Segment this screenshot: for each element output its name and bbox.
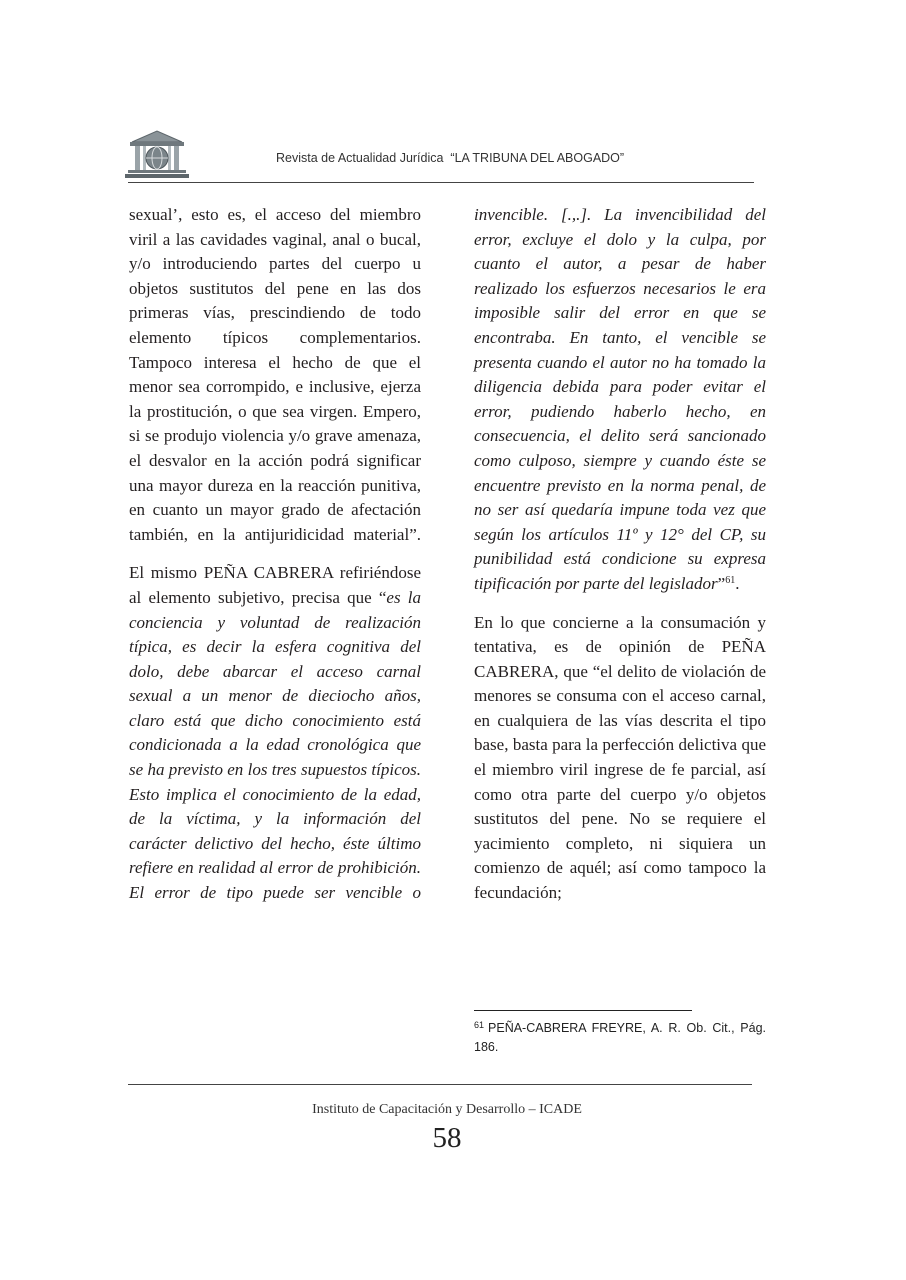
right-paragraph-1 xyxy=(474,203,766,597)
left-paragraph-1-text: sexual’, esto es, el acceso del miembro viril a las cavidades vaginal, anal o bucal, y/o introduciendo partes del cuerpo u objetos sustitutos del pene en las dos primeras vías, prescindiendo de todo elemento típicos complementarios. Tampoco interesa el hecho de que el menor sea corrompido, e inclusive, ejerza la prostitución, o que sea virgen. Empero, si se produjo violencia y/o grave amenaza, el desvalor en la acción podrá significar una mayor dureza en la reacción punitiva, en cuanto un mayor grado de afectación también, en la antijuridicidad material”. xyxy=(129,205,421,544)
right-column xyxy=(474,203,766,906)
footnote-reference[interactable]: 61 xyxy=(725,574,736,586)
footer-institution: Instituto de Capacitación y Desarrollo – ICADE xyxy=(312,1102,582,1117)
footnote-text: PEÑA-CABRERA FREYRE, A. R. Ob. Cit., Pág. 186. xyxy=(474,1021,766,1054)
footnote xyxy=(474,1019,766,1057)
footnote-divider xyxy=(474,1010,692,1011)
left-paragraph-2-quote: es la conciencia y voluntad de realización típica, es decir la esfera cognitiva del dolo, debe abarcar el acceso carnal sexual a un menor de dieciocho años, claro está que dicho conocimiento está condicionada a la edad cronológica que se ha previsto en los tres supuestos típicos. Esto implica el conocimiento de la edad, de la víctima, y la información del carácter delictivo del hecho, éste último refiere en realidad al error de prohibición. El error de tipo puede ser vencible o xyxy=(129,587,421,903)
left-paragraph-2-intro: El mismo PEÑA CABRERA refiriéndose al elemento subjetivo, precisa que “ xyxy=(129,563,421,607)
right-paragraph-1-close: ” xyxy=(717,573,726,593)
footnote-number: 61 xyxy=(474,1020,485,1030)
right-paragraph-1-end: . xyxy=(735,573,740,593)
page-number: 58 xyxy=(432,1122,462,1154)
right-paragraph-2 xyxy=(474,611,766,906)
right-paragraph-1-quote: invencible. [.,.]. La invencibilidad del error, excluye el dolo y la culpa, por cuanto el autor, a pesar de haber realizado los esfuerzos necesarios le era imposible salir del error en que se encontraba. En tanto, el vencible se presenta cuando el autor no ha tomado la diligencia debida para poder evitar el error, pudiendo haberlo hecho, en consecuencia, el delito será sancionado como culposo, siempre y cuando éste se encuentre previsto en la norma penal, de no ser así quedaría impune toda vez que según los artículos 11º y 12° del CP, su punibilidad está condicione su expresa tipificación por parte del legislador xyxy=(474,205,766,593)
left-paragraph-1 xyxy=(129,203,421,547)
left-paragraph-2 xyxy=(129,561,421,905)
left-column xyxy=(129,203,421,906)
journal-header-title: Revista de Actualidad Jurídica “LA TRIBUNA DEL ABOGADO” xyxy=(276,151,625,165)
icade-logo xyxy=(124,128,190,182)
header-divider xyxy=(128,182,754,183)
footer-divider xyxy=(128,1084,752,1085)
right-paragraph-2-text: En lo que concierne a la consumación y tentativa, es de opinión de PEÑA CABRERA, que “el delito de violación de menores se consuma con el acceso carnal, en cualquiera de las vías descrita el tipo base, basta para la perfección delictiva que el miembro viril ingrese de fe parcial, así como otra parte del cuerpo y/o objetos sustitutos del pene. No se requiere el yacimiento completo, ni siquiera un comienzo de aquél; así como tampoco la fecundación; xyxy=(474,612,766,903)
